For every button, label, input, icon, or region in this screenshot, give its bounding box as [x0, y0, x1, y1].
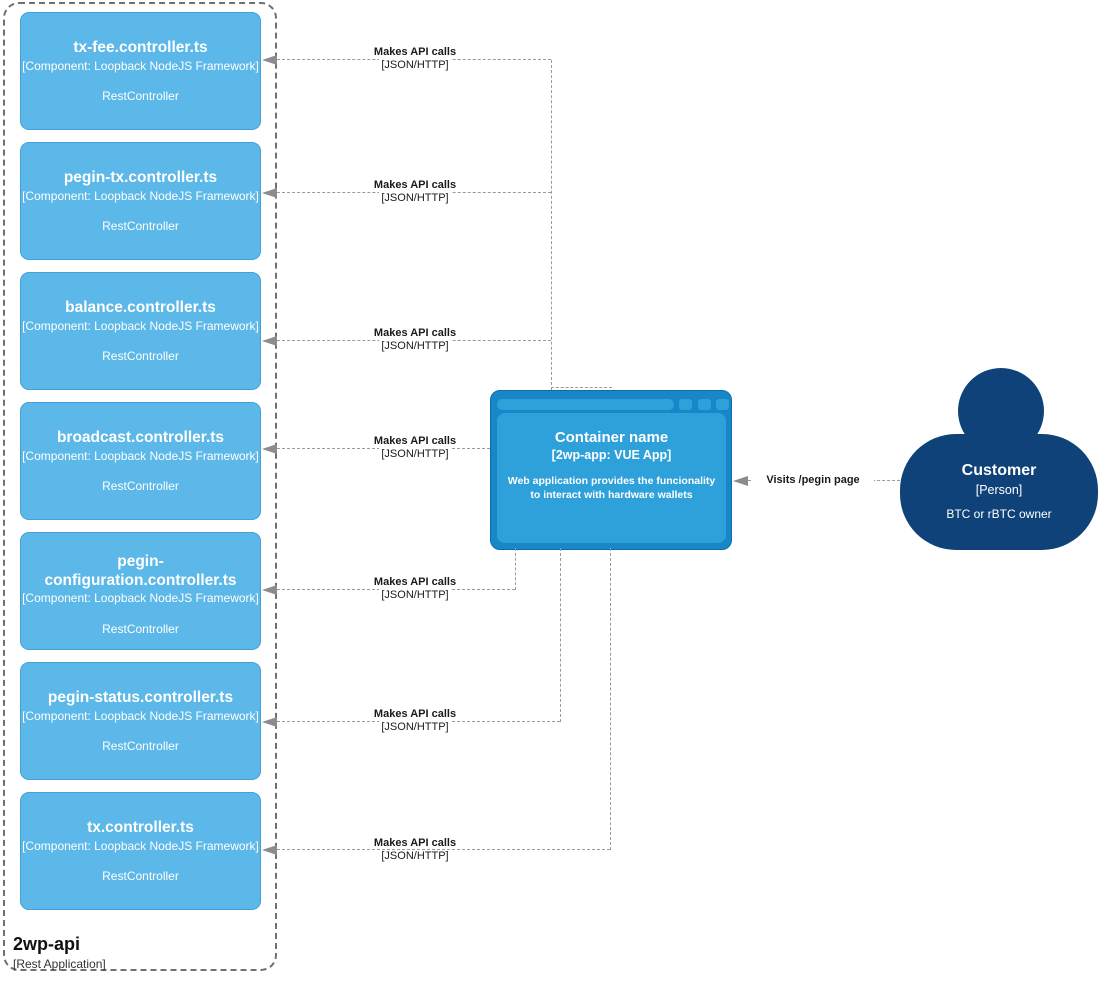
- component-title: pegin-status.controller.ts: [47, 689, 234, 706]
- component-title: tx.controller.ts: [87, 819, 194, 836]
- component-title: tx-fee.controller.ts: [73, 39, 208, 56]
- component-tech: RestController: [102, 88, 179, 103]
- container-2wp-app: [490, 390, 732, 550]
- component-tech: RestController: [102, 868, 179, 883]
- api-call-label-5: Makes API calls [JSON/HTTP]: [373, 576, 457, 601]
- person-type: [Person]: [975, 483, 1023, 497]
- person-name: Customer: [961, 462, 1037, 479]
- person-customer: [900, 434, 1098, 550]
- api-boundary-label: [13, 934, 106, 971]
- component-meta: [Component: Loopback NodeJS Framework]: [22, 708, 259, 723]
- component-tech: RestController: [102, 738, 179, 753]
- arrowhead-icon: [262, 845, 277, 855]
- browser-button-icon: [698, 399, 711, 410]
- container-title: Container name: [554, 429, 669, 446]
- arrowhead-icon: [262, 717, 277, 727]
- browser-button-icon: [716, 399, 729, 410]
- person-description: BTC or rBTC owner: [946, 507, 1052, 521]
- component-meta: [Component: Loopback NodeJS Framework]: [22, 591, 259, 606]
- api-call-drop-line-7: [610, 548, 611, 850]
- browser-address-bar: [497, 399, 674, 410]
- component-pegin-tx-controller: [20, 142, 261, 260]
- arrowhead-icon: [262, 188, 277, 198]
- arrowhead-icon: [262, 55, 277, 65]
- component-balance-controller: [20, 272, 261, 390]
- component-meta: [Component: Loopback NodeJS Framework]: [22, 448, 259, 463]
- browser-button-icon: [679, 399, 692, 410]
- component-meta: [Component: Loopback NodeJS Framework]: [22, 58, 259, 73]
- component-tech: RestController: [102, 621, 179, 636]
- component-meta: [Component: Loopback NodeJS Framework]: [22, 318, 259, 333]
- api-call-label-6: Makes API calls [JSON/HTTP]: [373, 708, 457, 733]
- component-meta: [Component: Loopback NodeJS Framework]: [22, 838, 259, 853]
- container-description: Web application provides the funcionality to interact with hardware wallets: [507, 475, 716, 502]
- component-meta: [Component: Loopback NodeJS Framework]: [22, 188, 259, 203]
- component-title: pegin-configuration.controller.ts: [44, 553, 237, 589]
- api-call-label-7: Makes API calls [JSON/HTTP]: [373, 837, 457, 862]
- api-call-label-3: Makes API calls [JSON/HTTP]: [373, 327, 457, 352]
- arrowhead-icon: [262, 585, 277, 595]
- component-pegin-status-controller: [20, 662, 261, 780]
- api-boundary-name: 2wp-api: [13, 934, 81, 954]
- container-subtitle: [2wp-app: VUE App]: [551, 448, 672, 462]
- component-tx-fee-controller: [20, 12, 261, 130]
- visit-label: Visits /pegin page: [752, 474, 874, 487]
- api-call-trunk-line: [551, 60, 552, 390]
- arrowhead-icon: [262, 444, 277, 454]
- component-title: pegin-tx.controller.ts: [63, 169, 218, 186]
- api-call-trunk-edge-line: [551, 387, 612, 388]
- api-boundary-type: [Rest Application]: [13, 957, 106, 971]
- arrowhead-icon: [733, 476, 748, 486]
- container-content: [497, 413, 726, 543]
- api-call-drop-line-5: [515, 548, 516, 590]
- component-title: broadcast.controller.ts: [56, 429, 225, 446]
- arrowhead-icon: [262, 336, 277, 346]
- component-tech: RestController: [102, 348, 179, 363]
- component-tech: RestController: [102, 218, 179, 233]
- component-title: balance.controller.ts: [65, 299, 216, 316]
- component-pegin-configuration-controller: [20, 532, 261, 650]
- component-tx-controller: [20, 792, 261, 910]
- component-tech: RestController: [102, 478, 179, 493]
- component-broadcast-controller: [20, 402, 261, 520]
- api-call-drop-line-6: [560, 548, 561, 722]
- api-call-label-4: Makes API calls [JSON/HTTP]: [373, 435, 457, 460]
- api-call-label-2: Makes API calls [JSON/HTTP]: [373, 179, 457, 204]
- api-call-label-1: Makes API calls [JSON/HTTP]: [373, 46, 457, 71]
